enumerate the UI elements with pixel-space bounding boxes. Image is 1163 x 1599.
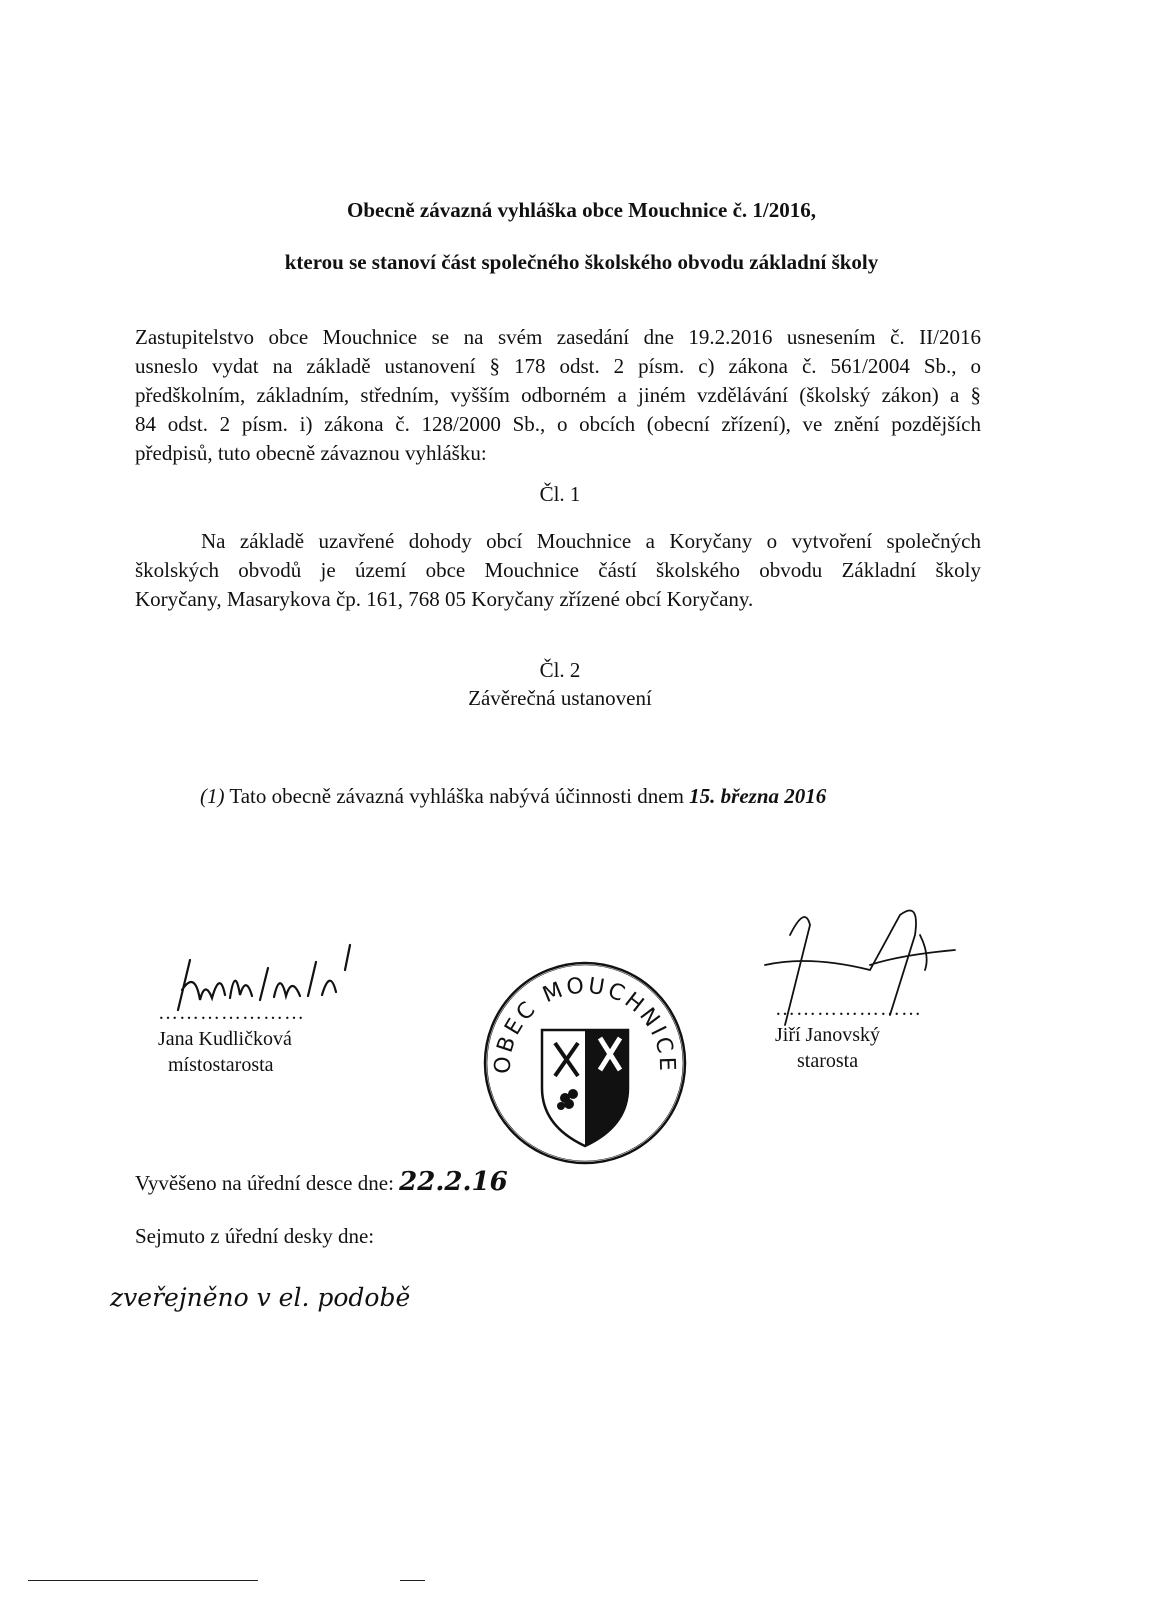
handwritten-note: zveřejněno v el. podobě bbox=[110, 1283, 411, 1312]
preamble-line: Zastupitelstvo obce Mouchnice se na svém zasedání dne 19.2.2016 usnesením č. II/2016 bbox=[135, 325, 981, 349]
article2-heading: Čl. 2 bbox=[539, 658, 581, 682]
posted-date: 22.2.16 bbox=[399, 1167, 508, 1197]
document-subtitle: kterou se stanoví část společného školského obvodu základní školy bbox=[284, 250, 879, 274]
posted-line bbox=[135, 1168, 508, 1198]
article2-paragraph bbox=[200, 782, 826, 811]
municipal-stamp bbox=[480, 958, 690, 1168]
signer-name: Jana Kudličková bbox=[158, 1028, 292, 1050]
article1-line: školských obvodů je území obce Mouchnice částí školského obvodu Základní školy bbox=[135, 558, 981, 582]
effective-date: 15. března 2016 bbox=[689, 784, 827, 808]
article1-line: Koryčany, Masarykova čp. 161, 768 05 Koryčany zřízené obcí Koryčany. bbox=[135, 587, 754, 611]
signature-dots: ………………… bbox=[158, 1002, 305, 1024]
signer-name: Jiří Janovský bbox=[775, 1024, 880, 1046]
preamble bbox=[135, 323, 981, 468]
signer-role: místostarosta bbox=[168, 1054, 274, 1076]
signer-role: starosta bbox=[797, 1050, 859, 1072]
article1-body bbox=[135, 527, 981, 614]
preamble-line: předškolním, základním, středním, vyšším odborném a jiném vzdělávání (školský zákon) a § bbox=[135, 383, 981, 407]
preamble-line: předpisů, tuto obecně závaznou vyhlášku: bbox=[135, 441, 487, 465]
paragraph-number: (1) bbox=[200, 784, 225, 808]
document-title: Obecně závazná vyhláška obce Mouchnice č. 1/2016, bbox=[347, 198, 816, 222]
stamp-text: OBEC MOUCHNICE bbox=[490, 973, 680, 1075]
article1-line: Na základě uzavřené dohody obcí Mouchnice a Koryčany o vytvoření společných bbox=[201, 529, 981, 553]
footer-divider bbox=[400, 1580, 425, 1581]
posted-label: Vyvěšeno na úřední desce dne: bbox=[135, 1171, 394, 1195]
removed-label: Sejmuto z úřední desky dne: bbox=[135, 1224, 375, 1248]
footer-divider bbox=[28, 1580, 258, 1581]
article1-heading: Čl. 1 bbox=[539, 482, 581, 506]
signature-dots: ………………… bbox=[775, 998, 922, 1020]
signature-left bbox=[158, 1000, 305, 1078]
paragraph-text: Tato obecně závazná vyhláška nabývá účinnosti dnem bbox=[229, 784, 684, 808]
preamble-line: usneslo vydat na základě ustanovení § 178 odst. 2 písm. c) zákona č. 561/2004 Sb., o bbox=[135, 354, 981, 378]
signature-right bbox=[775, 996, 922, 1074]
preamble-line: 84 odst. 2 písm. i) zákona č. 128/2000 Sb., o obcích (obecní zřízení), ve znění pozdějších bbox=[135, 412, 981, 436]
article2-subheading: Závěrečná ustanovení bbox=[468, 686, 652, 710]
